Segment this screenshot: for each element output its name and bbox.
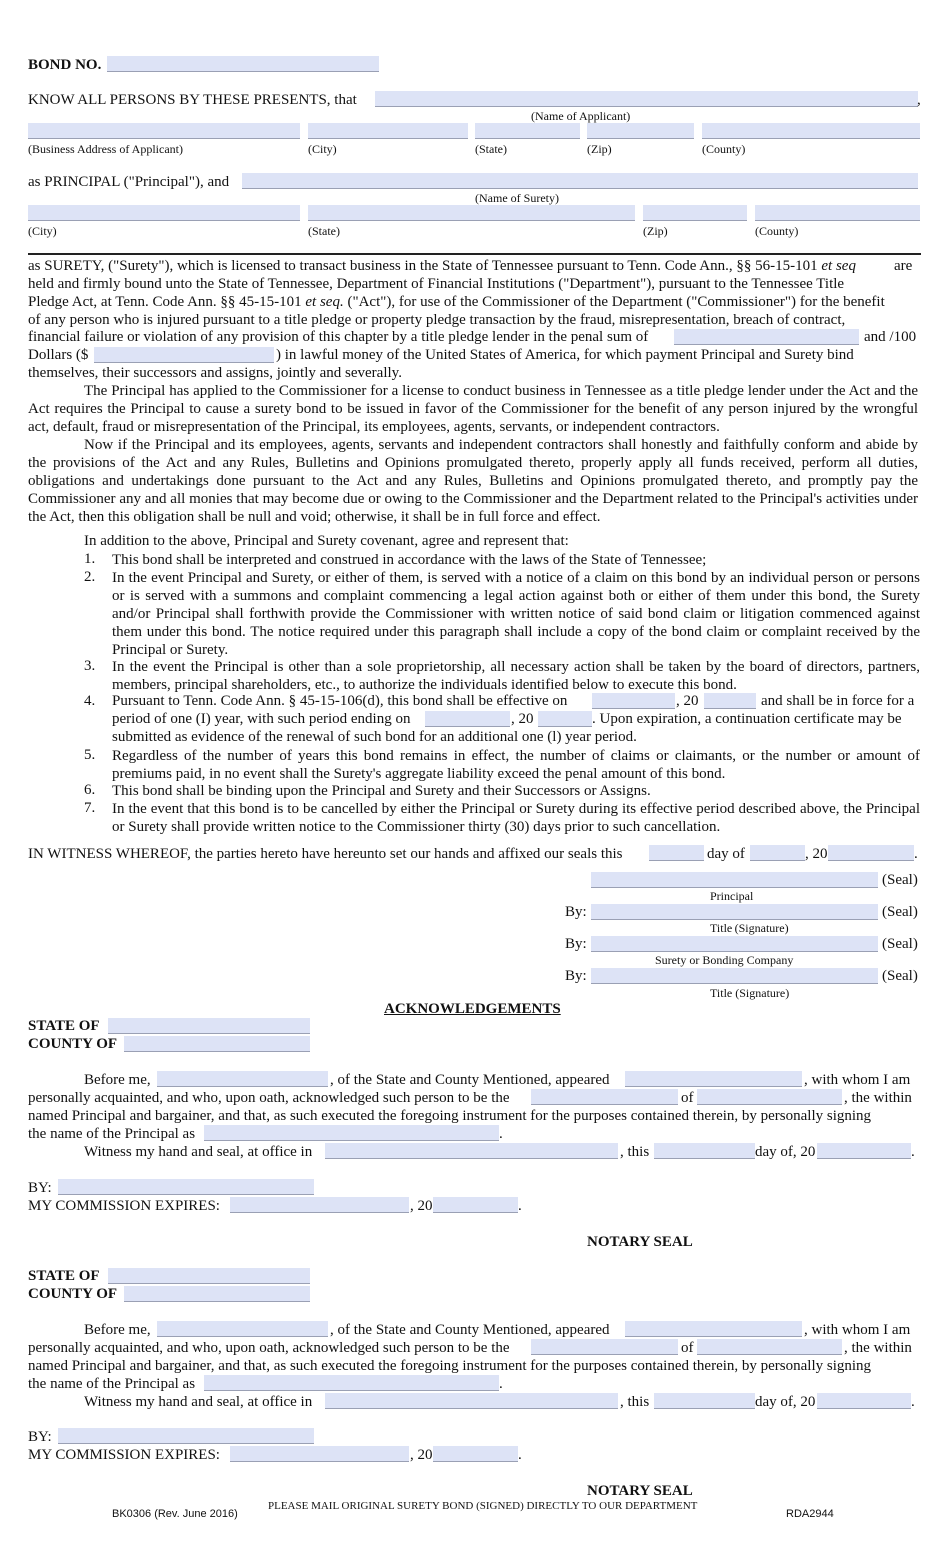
- ack2-office-field[interactable]: [325, 1393, 618, 1409]
- day-of-label: day of: [707, 846, 745, 862]
- principal-caption: Principal: [710, 889, 754, 903]
- by-label: By:: [565, 968, 587, 984]
- applicant-zip-field[interactable]: [587, 123, 694, 139]
- item-text: In the event that this bond is to be cancelled by either the Principal or Surety during its effective period described above, the Principal or Surety shall provide written notice to the Commissioner thirty (30) days prior to such cancellation.: [112, 801, 920, 835]
- seal-label: (Seal): [882, 904, 918, 920]
- penal-sum-amount-field[interactable]: [94, 347, 274, 363]
- ack1-commission-year-field[interactable]: [433, 1197, 518, 1213]
- item-text: This bond shall be binding upon the Principal and Surety and their Successors or Assigns.: [112, 783, 651, 799]
- item-number: 1.: [84, 551, 96, 567]
- ack2-by-field[interactable]: [58, 1428, 314, 1444]
- state-caption: (State): [475, 142, 507, 156]
- city-caption: (City): [28, 224, 57, 238]
- name-principal-text: the name of the Principal as: [28, 1376, 196, 1392]
- of-label: of: [681, 1090, 694, 1106]
- by-label: By:: [565, 904, 587, 920]
- ack2-principal-as-field[interactable]: [204, 1375, 499, 1391]
- witness-hand-text: Witness my hand and seal, at office in: [84, 1144, 313, 1160]
- ack1-day-field[interactable]: [654, 1143, 755, 1159]
- of-state-text: , of the State and County Mentioned, appeared: [330, 1322, 610, 1338]
- item-text: In the event Principal and Surety, or either of them, is served with a notice of a claim on this bond by an individual person or persons or is served with a summons and complaint commencing a legal action against both or either of them under this bond, the Surety and/or Principal shall forthwith provide the Commissioner with written notice of said bond claim or litigation commenced against them under this bond. The notice required under this paragraph shall include a copy of the bond claim or complaint received by the Principal or Surety.: [112, 570, 920, 658]
- personally-text: personally acquainted, and who, upon oath, acknowledged such person to be the: [28, 1340, 510, 1356]
- ack1-company-field[interactable]: [697, 1089, 842, 1105]
- effective-year-field[interactable]: [704, 693, 756, 709]
- effective-date-field[interactable]: [592, 693, 675, 709]
- commission-label: MY COMMISSION EXPIRES:: [28, 1198, 220, 1214]
- item4-text-f: . Upon expiration, a continuation certificate may be: [592, 711, 902, 727]
- surety-title-field[interactable]: [591, 968, 878, 984]
- addition-text: In addition to the above, Principal and Surety covenant, agree and represent that:: [84, 533, 569, 549]
- county-caption: (County): [702, 142, 746, 156]
- seal-label: (Seal): [882, 872, 918, 888]
- name-principal-text: the name of the Principal as: [28, 1126, 196, 1142]
- title-signature-caption: Title (Signature): [710, 986, 790, 1000]
- day-of-20-label: day of, 20: [755, 1394, 816, 1410]
- successors-text: themselves, their successors and assigns, jointly and severally.: [28, 365, 402, 381]
- business-address-field[interactable]: [28, 123, 300, 139]
- ack1-office-field[interactable]: [325, 1143, 618, 1159]
- ack2-company-field[interactable]: [697, 1339, 842, 1355]
- comma-20-label: , 20: [410, 1198, 433, 1214]
- lawful-money-text: ) in lawful money of the United States of America, for which payment Principal and Surety bind: [276, 347, 854, 363]
- personally-text: personally acquainted, and who, upon oath, acknowledged such person to be the: [28, 1090, 510, 1106]
- surety-company-field[interactable]: [591, 936, 878, 952]
- principal-signature-field[interactable]: [591, 872, 878, 888]
- item4-text-g: submitted as evidence of the renewal of such bond for an additional one (l) year period.: [112, 729, 637, 745]
- seal-label: (Seal): [882, 936, 918, 952]
- item4-text-a: Pursuant to Tenn. Code Ann. § 45-15-106(d), this bond shall be effective on: [112, 693, 568, 709]
- ack1-role-field[interactable]: [531, 1089, 678, 1105]
- of-label: of: [681, 1340, 694, 1356]
- ack2-appeared-field[interactable]: [625, 1321, 802, 1337]
- period: .: [518, 1447, 522, 1463]
- county-caption: (County): [755, 224, 799, 238]
- item-number: 6.: [84, 782, 96, 798]
- state-of-label: STATE OF: [28, 1018, 100, 1034]
- before-me-label: Before me,: [84, 1072, 151, 1088]
- surety-line-3: Pledge Act, at Tenn. Code Ann. §§ 45-15-101 et seq. ("Act"), for use of the Commissioner of the Department ("Commissioner") for the benefit: [28, 294, 885, 310]
- county-of-label: COUNTY OF: [28, 1286, 118, 1302]
- ack2-role-field[interactable]: [531, 1339, 678, 1355]
- state-caption: (State): [308, 224, 340, 238]
- conditions-paragraph: Now if the Principal and its employees, agents, servants and independent contractors shall honestly and faithfully conform and abide by the provisions of the Act and any Rules, Bulletins and Opinions promulgated thereto, properly apply all funds received, perform all duties, obligations and undertakings done pursuant to the Act and any Rules, Bulletins and Opinions promulgated thereto, and promptly pay the Commissioner any and all monies that may become due or owing to the Commissioner and the Department related to the Principal's activities under the Act, then this obligation shall be null and void; otherwise, it shall be in full force and effect.: [28, 437, 918, 525]
- name-of-surety-caption: (Name of Surety): [475, 191, 559, 205]
- period: .: [499, 1376, 503, 1392]
- period: .: [914, 846, 918, 862]
- applicant-city-field[interactable]: [308, 123, 468, 139]
- county-of-label: COUNTY OF: [28, 1036, 118, 1052]
- are-word: are: [894, 258, 913, 274]
- day-of-20-label: day of, 20: [755, 1144, 816, 1160]
- know-all-text: KNOW ALL PERSONS BY THESE PRESENTS, that: [28, 92, 357, 108]
- witness-day-field[interactable]: [649, 845, 704, 861]
- witness-month-field[interactable]: [750, 845, 805, 861]
- bond-no-field[interactable]: [107, 56, 379, 72]
- name-of-applicant-caption: (Name of Applicant): [531, 109, 631, 123]
- surety-county-field[interactable]: [755, 205, 920, 221]
- by-label: BY:: [28, 1429, 52, 1445]
- applicant-state-field[interactable]: [475, 123, 580, 139]
- header-divider: [28, 253, 921, 255]
- ack2-year-field[interactable]: [817, 1393, 911, 1409]
- form-number: BK0306 (Rev. June 2016): [112, 1508, 238, 1520]
- ack2-county-field[interactable]: [124, 1286, 310, 1302]
- surety-name-field[interactable]: [242, 173, 918, 189]
- before-me-label: Before me,: [84, 1322, 151, 1338]
- ack1-county-field[interactable]: [124, 1036, 310, 1052]
- with-whom-text: , with whom I am: [804, 1322, 911, 1338]
- ack2-commission-date-field[interactable]: [230, 1446, 409, 1462]
- and-100-text: and /100: [864, 329, 917, 345]
- ack2-state-field[interactable]: [108, 1268, 310, 1284]
- witness-hand-text: Witness my hand and seal, at office in: [84, 1394, 313, 1410]
- surety-state-field[interactable]: [308, 205, 635, 221]
- zip-caption: (Zip): [587, 142, 612, 156]
- surety-line-5: financial failure or violation of any provision of this chapter by a title pledge lender in the penal sum of: [28, 329, 649, 345]
- item-number: 4.: [84, 693, 96, 709]
- item4-year-prefix: , 20: [676, 693, 699, 709]
- item-number: 2.: [84, 569, 96, 585]
- within-text: , the within: [844, 1340, 912, 1356]
- item-text: Regardless of the number of years this bond remains in effect, the number of claims or claimants, or the number or amount of premiums paid, in no event shall the Surety's aggregate liability exceed the penal amount of this bond.: [112, 748, 920, 782]
- principal-title-field[interactable]: [591, 904, 878, 920]
- rda-number: RDA2944: [786, 1508, 834, 1520]
- ack2-notary-name-field[interactable]: [157, 1321, 328, 1337]
- of-state-text: , of the State and County Mentioned, appeared: [330, 1072, 610, 1088]
- item4-year-prefix: , 20: [511, 711, 534, 727]
- witness-year-field[interactable]: [828, 845, 914, 861]
- ack1-principal-as-field[interactable]: [204, 1125, 499, 1141]
- surety-line-2: held and firmly bound unto the State of Tennessee, Department of Financial Institutions ("Department"), pursuant to the Tennessee Title: [28, 276, 845, 292]
- mail-instruction: PLEASE MAIL ORIGINAL SURETY BOND (SIGNED) DIRECTLY TO OUR DEPARTMENT: [268, 1500, 698, 1512]
- commission-label: MY COMMISSION EXPIRES:: [28, 1447, 220, 1463]
- ending-date-field[interactable]: [425, 711, 510, 727]
- ack2-day-field[interactable]: [654, 1393, 755, 1409]
- ack1-by-field[interactable]: [58, 1179, 314, 1195]
- title-signature-caption: Title (Signature): [710, 921, 789, 935]
- witness-text: IN WITNESS WHEREOF, the parties hereto have hereunto set our hands and affixed our seals this: [28, 846, 623, 862]
- surety-line-1: as SURETY, ("Surety"), which is licensed to transact business in the State of Tennessee pursuant to Tenn. Code Ann., §§ 56-15-101 et seq: [28, 258, 856, 274]
- by-label: By:: [565, 936, 587, 952]
- comma-20-label: , 20: [410, 1447, 433, 1463]
- named-principal-text: named Principal and bargainer, and that, as such executed the foregoing instrument for the purposes contained therein, by personally signing: [28, 1108, 872, 1124]
- item4-text-c: and shall be in force for a: [761, 693, 915, 709]
- period: .: [518, 1198, 522, 1214]
- zip-caption: (Zip): [643, 224, 668, 238]
- item-text: This bond shall be interpreted and construed in accordance with the laws of the State of Tennessee;: [112, 552, 707, 568]
- with-whom-text: , with whom I am: [804, 1072, 911, 1088]
- ack1-appeared-field[interactable]: [625, 1071, 802, 1087]
- item-number: 5.: [84, 747, 96, 763]
- period: .: [499, 1126, 503, 1142]
- as-principal-text: as PRINCIPAL ("Principal"), and: [28, 174, 230, 190]
- notary-seal-label: NOTARY SEAL: [587, 1483, 693, 1499]
- surety-city-field[interactable]: [28, 205, 300, 221]
- ack1-notary-name-field[interactable]: [157, 1071, 328, 1087]
- item-text: In the event the Principal is other than a sole proprietorship, all necessary action shall be taken by the board of directors, partners, members, principal shareholders, etc., to authorize the individuals identified below to execute this bond.: [112, 659, 920, 693]
- this-label: , this: [620, 1144, 650, 1160]
- applicant-county-field[interactable]: [702, 123, 920, 139]
- named-principal-text: named Principal and bargainer, and that, as such executed the foregoing instrument for the purposes contained therein, by personally signing: [28, 1358, 872, 1374]
- dollars-label: Dollars ($: [28, 347, 89, 363]
- surety-company-caption: Surety or Bonding Company: [655, 953, 794, 967]
- ending-year-field[interactable]: [538, 711, 592, 727]
- acknowledgements-heading: ACKNOWLEDGEMENTS: [384, 1001, 561, 1017]
- business-address-caption: (Business Address of Applicant): [28, 142, 183, 156]
- surety-zip-field[interactable]: [643, 205, 747, 221]
- period: .: [911, 1144, 915, 1160]
- by-label: BY:: [28, 1180, 52, 1196]
- seal-label: (Seal): [882, 968, 918, 984]
- bond-no-label: BOND NO.: [28, 57, 102, 73]
- item-number: 7.: [84, 800, 96, 816]
- city-caption: (City): [308, 142, 337, 156]
- notary-seal-label: NOTARY SEAL: [587, 1234, 693, 1250]
- comma: ,: [917, 92, 921, 108]
- principal-applied-paragraph: The Principal has applied to the Commissioner for a license to conduct business in Tennessee as a title pledge lender under the Act and the Act requires the Principal to cause a surety bond to be issued in favor of the Commissioner for the benefit of any person injured by the wrongful act, default, fraud or misrepresentation of the Principal, its employees, agents, servants, or independent contractors.: [28, 383, 918, 435]
- this-label: , this: [620, 1394, 650, 1410]
- within-text: , the within: [844, 1090, 912, 1106]
- state-of-label: STATE OF: [28, 1268, 100, 1284]
- applicant-name-field[interactable]: [375, 91, 918, 107]
- period: .: [911, 1394, 915, 1410]
- ack1-year-field[interactable]: [817, 1143, 911, 1159]
- item-number: 3.: [84, 658, 96, 674]
- comma-20-label: , 20: [805, 846, 828, 862]
- ack2-commission-year-field[interactable]: [433, 1446, 518, 1462]
- ack1-commission-date-field[interactable]: [230, 1197, 409, 1213]
- ack1-state-field[interactable]: [108, 1018, 310, 1034]
- penal-sum-words-field[interactable]: [674, 329, 859, 345]
- item4-text-d: period of one (I) year, with such period ending on: [112, 711, 411, 727]
- surety-line-4: of any person who is injured pursuant to a title pledge or property pledge transaction by the fraud, misrepresentation, breach of contract,: [28, 312, 846, 328]
